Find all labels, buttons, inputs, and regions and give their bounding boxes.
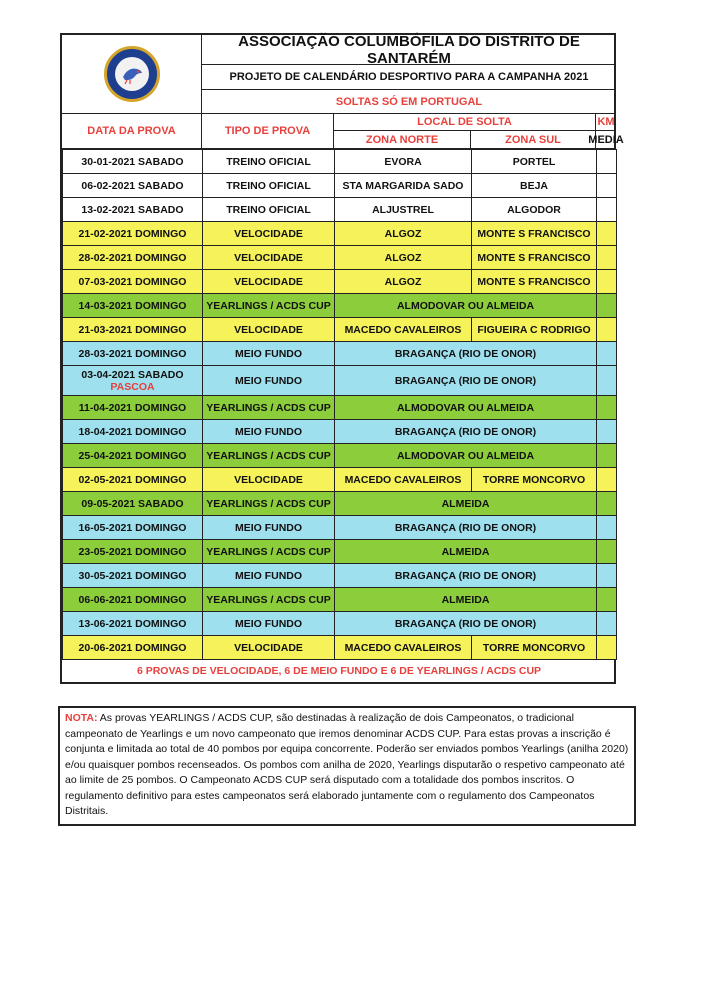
logo-cell bbox=[62, 35, 202, 114]
date-cell bbox=[63, 270, 203, 294]
date-cell bbox=[63, 492, 203, 516]
zona-sul-cell: TORRE MONCORVO bbox=[472, 468, 597, 492]
km-cell bbox=[597, 198, 617, 222]
zona-norte-cell: MACEDO CAVALEIROS bbox=[335, 468, 472, 492]
type-cell: TREINO OFICIAL bbox=[203, 150, 335, 174]
header-media: MEDIA bbox=[596, 131, 616, 149]
date-text: 18-04-2021 DOMINGO bbox=[78, 425, 187, 438]
local-cell: BRAGANÇA (RIO DE ONOR) bbox=[335, 516, 597, 540]
summary-footer: 6 PROVAS DE VELOCIDADE, 6 DE MEIO FUNDO E 6 DE YEARLINGS / ACDS CUP bbox=[136, 665, 542, 677]
date-cell bbox=[63, 294, 203, 318]
date-text: 13-06-2021 DOMINGO bbox=[78, 617, 187, 630]
local-cell: ALMODOVAR OU ALMEIDA bbox=[335, 444, 597, 468]
date-text: 30-01-2021 SABADO bbox=[81, 155, 184, 168]
type-cell: MEIO FUNDO bbox=[203, 612, 335, 636]
km-cell bbox=[597, 342, 617, 366]
header-date: DATA DA PROVA bbox=[62, 114, 202, 149]
km-cell bbox=[597, 396, 617, 420]
type-cell: VELOCIDADE bbox=[203, 636, 335, 660]
release-note: SOLTAS SÓ EM PORTUGAL bbox=[202, 90, 616, 114]
date-cell bbox=[63, 396, 203, 420]
local-cell: BRAGANÇA (RIO DE ONOR) bbox=[335, 564, 597, 588]
date-cell bbox=[63, 444, 203, 468]
local-cell: BRAGANÇA (RIO DE ONOR) bbox=[335, 366, 597, 396]
zona-sul-cell: BEJA bbox=[472, 174, 597, 198]
type-cell: TREINO OFICIAL bbox=[203, 198, 335, 222]
local-cell: BRAGANÇA (RIO DE ONOR) bbox=[335, 612, 597, 636]
table-row bbox=[63, 396, 617, 420]
type-cell: TREINO OFICIAL bbox=[203, 174, 335, 198]
type-cell: VELOCIDADE bbox=[203, 270, 335, 294]
type-cell: VELOCIDADE bbox=[203, 318, 335, 342]
km-cell bbox=[597, 150, 617, 174]
zona-sul-cell: FIGUEIRA C RODRIGO bbox=[472, 318, 597, 342]
zona-norte-cell: MACEDO CAVALEIROS bbox=[335, 318, 472, 342]
date-text: 30-05-2021 DOMINGO bbox=[78, 569, 187, 582]
date-text: 21-02-2021 DOMINGO bbox=[78, 227, 187, 240]
date-text: 23-05-2021 DOMINGO bbox=[78, 545, 187, 558]
table-row bbox=[63, 588, 617, 612]
km-cell bbox=[597, 366, 617, 396]
type-cell: YEARLINGS / ACDS CUP bbox=[203, 588, 335, 612]
type-cell: VELOCIDADE bbox=[203, 246, 335, 270]
table-row bbox=[63, 444, 617, 468]
pigeon-emblem-icon bbox=[115, 57, 149, 91]
association-logo bbox=[104, 46, 160, 102]
note-label: NOTA: bbox=[65, 712, 98, 724]
km-cell bbox=[597, 174, 617, 198]
calendar-subtitle: PROJETO DE CALENDÁRIO DESPORTIVO PARA A CAMPANHA 2021 bbox=[202, 65, 616, 90]
table-row bbox=[63, 366, 617, 396]
association-title: ASSOCIAÇÃO COLUMBÓFILA DO DISTRITO DE SANTARÉM bbox=[202, 35, 616, 65]
date-cell bbox=[63, 174, 203, 198]
table-row bbox=[63, 318, 617, 342]
km-cell bbox=[597, 612, 617, 636]
date-cell bbox=[63, 468, 203, 492]
date-text: 06-02-2021 SABADO bbox=[81, 179, 184, 192]
date-cell bbox=[63, 588, 203, 612]
date-cell bbox=[63, 342, 203, 366]
type-cell: YEARLINGS / ACDS CUP bbox=[203, 492, 335, 516]
header-km: KM bbox=[596, 114, 616, 131]
type-cell: YEARLINGS / ACDS CUP bbox=[203, 540, 335, 564]
local-cell: BRAGANÇA (RIO DE ONOR) bbox=[335, 342, 597, 366]
table-row bbox=[63, 198, 617, 222]
km-cell bbox=[597, 222, 617, 246]
km-cell bbox=[597, 540, 617, 564]
date-cell bbox=[63, 150, 203, 174]
zona-sul-cell: MONTE S FRANCISCO bbox=[472, 246, 597, 270]
km-cell bbox=[597, 246, 617, 270]
type-cell: MEIO FUNDO bbox=[203, 342, 335, 366]
table-row bbox=[63, 540, 617, 564]
date-note: PASCOA bbox=[110, 380, 155, 393]
date-cell bbox=[63, 222, 203, 246]
km-cell bbox=[597, 444, 617, 468]
table-row bbox=[63, 222, 617, 246]
note-box bbox=[58, 706, 636, 826]
local-cell: ALMEIDA bbox=[335, 540, 597, 564]
local-cell: ALMODOVAR OU ALMEIDA bbox=[335, 294, 597, 318]
table-row bbox=[63, 342, 617, 366]
date-text: 21-03-2021 DOMINGO bbox=[78, 323, 187, 336]
type-cell: YEARLINGS / ACDS CUP bbox=[203, 396, 335, 420]
zona-sul-cell: TORRE MONCORVO bbox=[472, 636, 597, 660]
zona-sul-cell: MONTE S FRANCISCO bbox=[472, 222, 597, 246]
date-text: 25-04-2021 DOMINGO bbox=[78, 449, 187, 462]
type-cell: VELOCIDADE bbox=[203, 468, 335, 492]
calendar-table bbox=[62, 149, 617, 660]
date-cell bbox=[63, 636, 203, 660]
date-cell bbox=[63, 516, 203, 540]
date-text: 03-04-2021 SABADO bbox=[81, 368, 184, 381]
date-text: 02-05-2021 DOMINGO bbox=[78, 473, 187, 486]
date-text: 16-05-2021 DOMINGO bbox=[78, 521, 187, 534]
header-type: TIPO DE PROVA bbox=[202, 114, 334, 149]
table-row bbox=[63, 270, 617, 294]
km-cell bbox=[597, 636, 617, 660]
zona-sul-cell: MONTE S FRANCISCO bbox=[472, 270, 597, 294]
date-text: 09-05-2021 SABADO bbox=[81, 497, 184, 510]
table-row bbox=[63, 516, 617, 540]
zona-norte-cell: ALGOZ bbox=[335, 222, 472, 246]
date-cell bbox=[63, 246, 203, 270]
note-text: As provas YEARLINGS / ACDS CUP, são destinadas à realização de dois Campeonatos, o tradicional campeonato de Yearlings e um novo campeonato que iremos denominar ACDS CUP. Para estas provas a inscrição é conjunta e limitada ao total de 40 pombos por equipa concorrente. Poderão ser enviados pombos Yearlings (anilha 2020) e/ou quaisquer pombos recenseados. Os pombos com anilha de 2020, Yearlings disputarão o respetivo campeonato até ao limite de 25 pombos. O Campeonato ACDS CUP será disputado com a totalidade dos pombos inscritos. O regulamento definitivo para estes campeonatos será elaborado juntamente com o regulamento dos Campeonatos Distritais. bbox=[65, 712, 629, 817]
km-cell bbox=[597, 588, 617, 612]
date-cell bbox=[63, 318, 203, 342]
date-text: 28-03-2021 DOMINGO bbox=[78, 347, 187, 360]
table-row bbox=[63, 150, 617, 174]
type-cell: YEARLINGS / ACDS CUP bbox=[203, 444, 335, 468]
date-text: 06-06-2021 DOMINGO bbox=[78, 593, 187, 606]
table-row bbox=[63, 612, 617, 636]
date-cell bbox=[63, 366, 203, 396]
km-cell bbox=[597, 318, 617, 342]
km-cell bbox=[597, 468, 617, 492]
date-text: 11-04-2021 DOMINGO bbox=[78, 401, 187, 414]
local-cell: ALMODOVAR OU ALMEIDA bbox=[335, 396, 597, 420]
type-cell: MEIO FUNDO bbox=[203, 420, 335, 444]
zona-norte-cell: STA MARGARIDA SADO bbox=[335, 174, 472, 198]
type-cell: MEIO FUNDO bbox=[203, 366, 335, 396]
zona-norte-cell: MACEDO CAVALEIROS bbox=[335, 636, 472, 660]
zona-norte-cell: EVORA bbox=[335, 150, 472, 174]
zona-sul-cell: PORTEL bbox=[472, 150, 597, 174]
table-row bbox=[63, 174, 617, 198]
table-row bbox=[63, 246, 617, 270]
local-cell: ALMEIDA bbox=[335, 588, 597, 612]
km-cell bbox=[597, 564, 617, 588]
date-text: 13-02-2021 SABADO bbox=[81, 203, 184, 216]
zona-sul-cell: ALGODOR bbox=[472, 198, 597, 222]
type-cell: MEIO FUNDO bbox=[203, 564, 335, 588]
type-cell: MEIO FUNDO bbox=[203, 516, 335, 540]
date-cell bbox=[63, 612, 203, 636]
km-cell bbox=[597, 294, 617, 318]
zona-norte-cell: ALGOZ bbox=[335, 270, 472, 294]
date-text: 14-03-2021 DOMINGO bbox=[78, 299, 187, 312]
table-row bbox=[63, 564, 617, 588]
table-row bbox=[63, 420, 617, 444]
km-cell bbox=[597, 516, 617, 540]
table-row bbox=[63, 468, 617, 492]
header-zona-sul: ZONA SUL bbox=[471, 131, 596, 149]
km-cell bbox=[597, 492, 617, 516]
table-row bbox=[63, 636, 617, 660]
header-local: LOCAL DE SOLTA bbox=[334, 114, 596, 131]
zona-norte-cell: ALJUSTREL bbox=[335, 198, 472, 222]
local-cell: ALMEIDA bbox=[335, 492, 597, 516]
type-cell: YEARLINGS / ACDS CUP bbox=[203, 294, 335, 318]
type-cell: VELOCIDADE bbox=[203, 222, 335, 246]
calendar-sheet bbox=[60, 32, 624, 684]
date-cell bbox=[63, 420, 203, 444]
km-cell bbox=[597, 270, 617, 294]
km-cell bbox=[597, 420, 617, 444]
header-zona-norte: ZONA NORTE bbox=[334, 131, 471, 149]
date-text: 28-02-2021 DOMINGO bbox=[78, 251, 187, 264]
table-row bbox=[63, 294, 617, 318]
date-text: 20-06-2021 DOMINGO bbox=[78, 641, 187, 654]
date-cell bbox=[63, 540, 203, 564]
table-row bbox=[63, 492, 617, 516]
zona-norte-cell: ALGOZ bbox=[335, 246, 472, 270]
date-cell bbox=[63, 564, 203, 588]
date-text: 07-03-2021 DOMINGO bbox=[78, 275, 187, 288]
date-cell bbox=[63, 198, 203, 222]
local-cell: BRAGANÇA (RIO DE ONOR) bbox=[335, 420, 597, 444]
